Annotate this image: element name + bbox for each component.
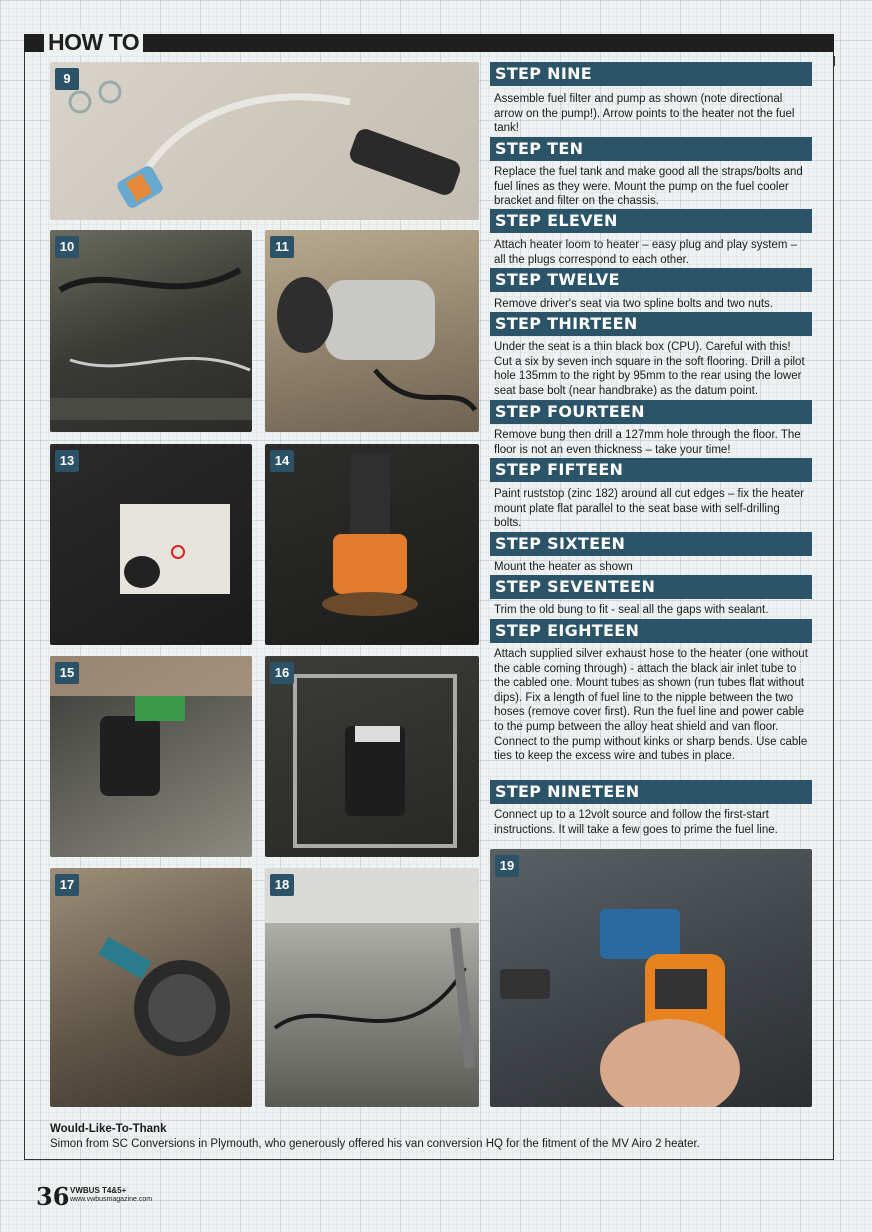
photo-step-17 [50,868,252,1107]
bung-image [50,868,252,1107]
drill-image [50,656,252,857]
step-16-text: Mount the heater as shown [494,561,633,573]
step-14-heading: STEP FOURTEEN [490,400,812,424]
magazine-name: VWBUS T4&5+ [70,1186,127,1195]
wiring-image [50,230,252,432]
photo-step-9 [50,62,479,220]
photo-step-14 [265,444,479,645]
step-9-heading: STEP NINE [490,62,812,86]
photo-badge: 15 [55,662,79,684]
step-11-heading: STEP ELEVEN [490,209,812,233]
step-15-text: Paint ruststop (zinc 182) around all cut edges – fix the heater mount plate flat parallel to the seat base with self-drilling bolts. [494,488,805,530]
step-9-text: Assemble fuel filter and pump as shown (note directional arrow on the pump!). Arrow points to the heater not the fuel tank! [494,93,795,135]
step-13-text: Under the seat is a thin black box (CPU). Careful with this! Cut a six by seven inch square in the soft flooring. Drill a pilot hole 135mm to the right by 95mm to the rear using the lower seat base bolt (near handbrake) as the datum point. [494,341,805,397]
step-16-heading: STEP SIXTEEN [490,532,812,556]
floor-hole-image [50,444,252,645]
photo-step-15 [50,656,252,857]
photo-step-11 [265,230,479,432]
step-12-heading: STEP TWELVE [490,268,812,292]
photo-badge: 14 [270,450,294,472]
step-18-heading: STEP EIGHTEEN [490,619,812,643]
step-19-text: Connect up to a 12volt source and follow the first-start instructions. It will take a few goes to prime the fuel line. [494,809,778,836]
step-18-text: Attach supplied silver exhaust hose to the heater (one without the cable coming through) - attach the black air inlet tube to the cabled one. Mount tubes as shown (run tubes flat without dips). Fix a length of fuel line to the nipple between the two hoses (remove cover first). Run the fuel line and power cable to the pump between the alloy heat shield and van floor. Connect to the pump without kinks or sharp bends. Use cable ties to keep the excess wire and tubes in place. [494,648,808,763]
crop-mark [24,56,25,66]
step-10-text: Replace the fuel tank and make good all the straps/bolts and fuel lines as they were. Mount the pump on the fuel cooler bracket and filter on the chassis. [494,166,803,208]
thermometer-image [490,849,812,1107]
photo-badge: 18 [270,874,294,896]
crop-mark [834,56,835,66]
photo-badge: 19 [495,855,519,877]
photo-badge: 9 [55,68,79,90]
step-12-text: Remove driver's seat via two spline bolts and two nuts. [494,298,773,310]
step-15-heading: STEP FIFTEEN [490,458,812,482]
photo-step-16 [265,656,479,857]
photo-badge: 17 [55,874,79,896]
photo-badge: 16 [270,662,294,684]
step-17-heading: STEP SEVENTEEN [490,575,812,599]
photo-step-13 [50,444,252,645]
step-17-text: Trim the old bung to fit - seal all the gaps with sealant. [494,604,769,616]
hole-saw-image [265,444,479,645]
step-13-heading: STEP THIRTEEN [490,312,812,336]
photo-badge: 10 [55,236,79,258]
step-11-text: Attach heater loom to heater – easy plug and play system – all the plugs correspond to each other. [494,239,798,266]
fuel-pump-image [50,62,479,220]
photo-step-10 [50,230,252,432]
photo-step-18 [265,868,479,1107]
mounted-heater-image [265,656,479,857]
photo-badge: 11 [270,236,294,258]
thanks-heading: Would-Like-To-Thank [50,1123,167,1135]
photo-badge: 13 [55,450,79,472]
magazine-url: www.vwbusmagazine.com [70,1196,153,1203]
heater-unit-image [265,230,479,432]
step-10-heading: STEP TEN [490,137,812,161]
thanks-text: Simon from SC Conversions in Plymouth, who generously offered his van conversion HQ for the fitment of the MV Airo 2 heater. [50,1138,700,1150]
page-number: 36 [36,1182,70,1211]
header-bar [24,34,834,52]
step-14-text: Remove bung then drill a 127mm hole through the floor. The floor is not an even thickness – take your time! [494,429,801,456]
photo-step-19 [490,849,812,1107]
section-title: HOW TO [44,29,143,55]
underside-image [265,868,479,1107]
step-19-heading: STEP NINETEEN [490,780,812,804]
